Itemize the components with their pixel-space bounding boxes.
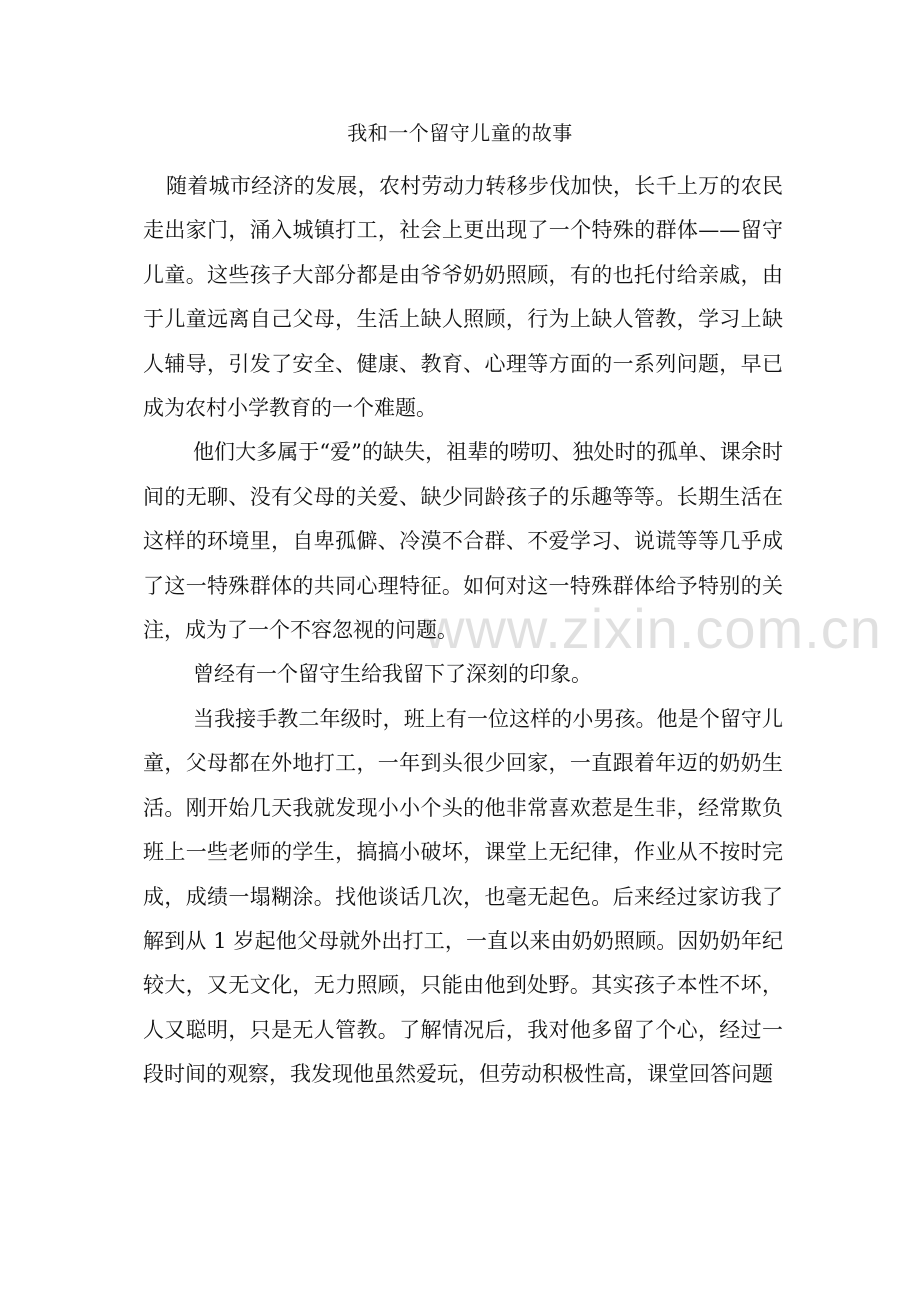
paragraph-3: 曾经有一个留守生给我留下了深刻的印象。 — [193, 662, 592, 687]
paragraph-2: 他们大多属于“爱”的缺失，祖辈的唠叨、独处时的孤单、课余时间的无聊、没有父母的关爱、缺少同龄孩子的乐趣等等。长期生活在这样的环境里，自卑孤僻、冷漠不合群、不爱学习、说谎等等几乎成了这一特殊群体的共同心理特征。如何对这一特殊群体给予特别的关注，成为了一个不容忽视的问题。 — [143, 440, 783, 643]
document-body — [143, 164, 783, 1097]
paragraph-4: 当我接手教二年级时，班上有一位这样的小男孩。他是个留守儿童，父母都在外地打工，一年到头很少回家，一直跟着年迈的奶奶生活。刚开始几天我就发现小小个头的他非常喜欢惹是生非，经常欺负班上一些老师的学生，搞搞小破坏，课堂上无纪律，作业从不按时完成，成绩一塌糊涂。找他谈话几次，也毫无起色。后来经过家访我了解到从 1 岁起他父母就外出打工，一直以来由奶奶照顾。因奶奶年纪较大，又无文化，无力照顾，只能由他到处野。其实孩子本性不坏，人又聪明，只是无人管教。了解情况后，我对他多留了个心，经过一段时间的观察，我发现他虽然爱玩，但劳动积极性高，课堂回答问题 — [143, 706, 783, 1087]
document-title: 我和一个留守儿童的故事 — [347, 121, 573, 145]
paragraph-1: 随着城市经济的发展，农村劳动力转移步伐加快，长千上万的农民走出家门，涌入城镇打工，社会上更出现了一个特殊的群体——留守儿童。这些孩子大部分都是由爷爷奶奶照顾，有的也托付给亲戚，由于儿童远离自己父母，生活上缺人照顾，行为上缺人管教，学习上缺人辅导，引发了安全、健康、教育、心理等方面的一系列问题，早已成为农村小学教育的一个难题。 — [143, 174, 783, 421]
watermark: www.zixin.com.cn — [424, 597, 882, 660]
